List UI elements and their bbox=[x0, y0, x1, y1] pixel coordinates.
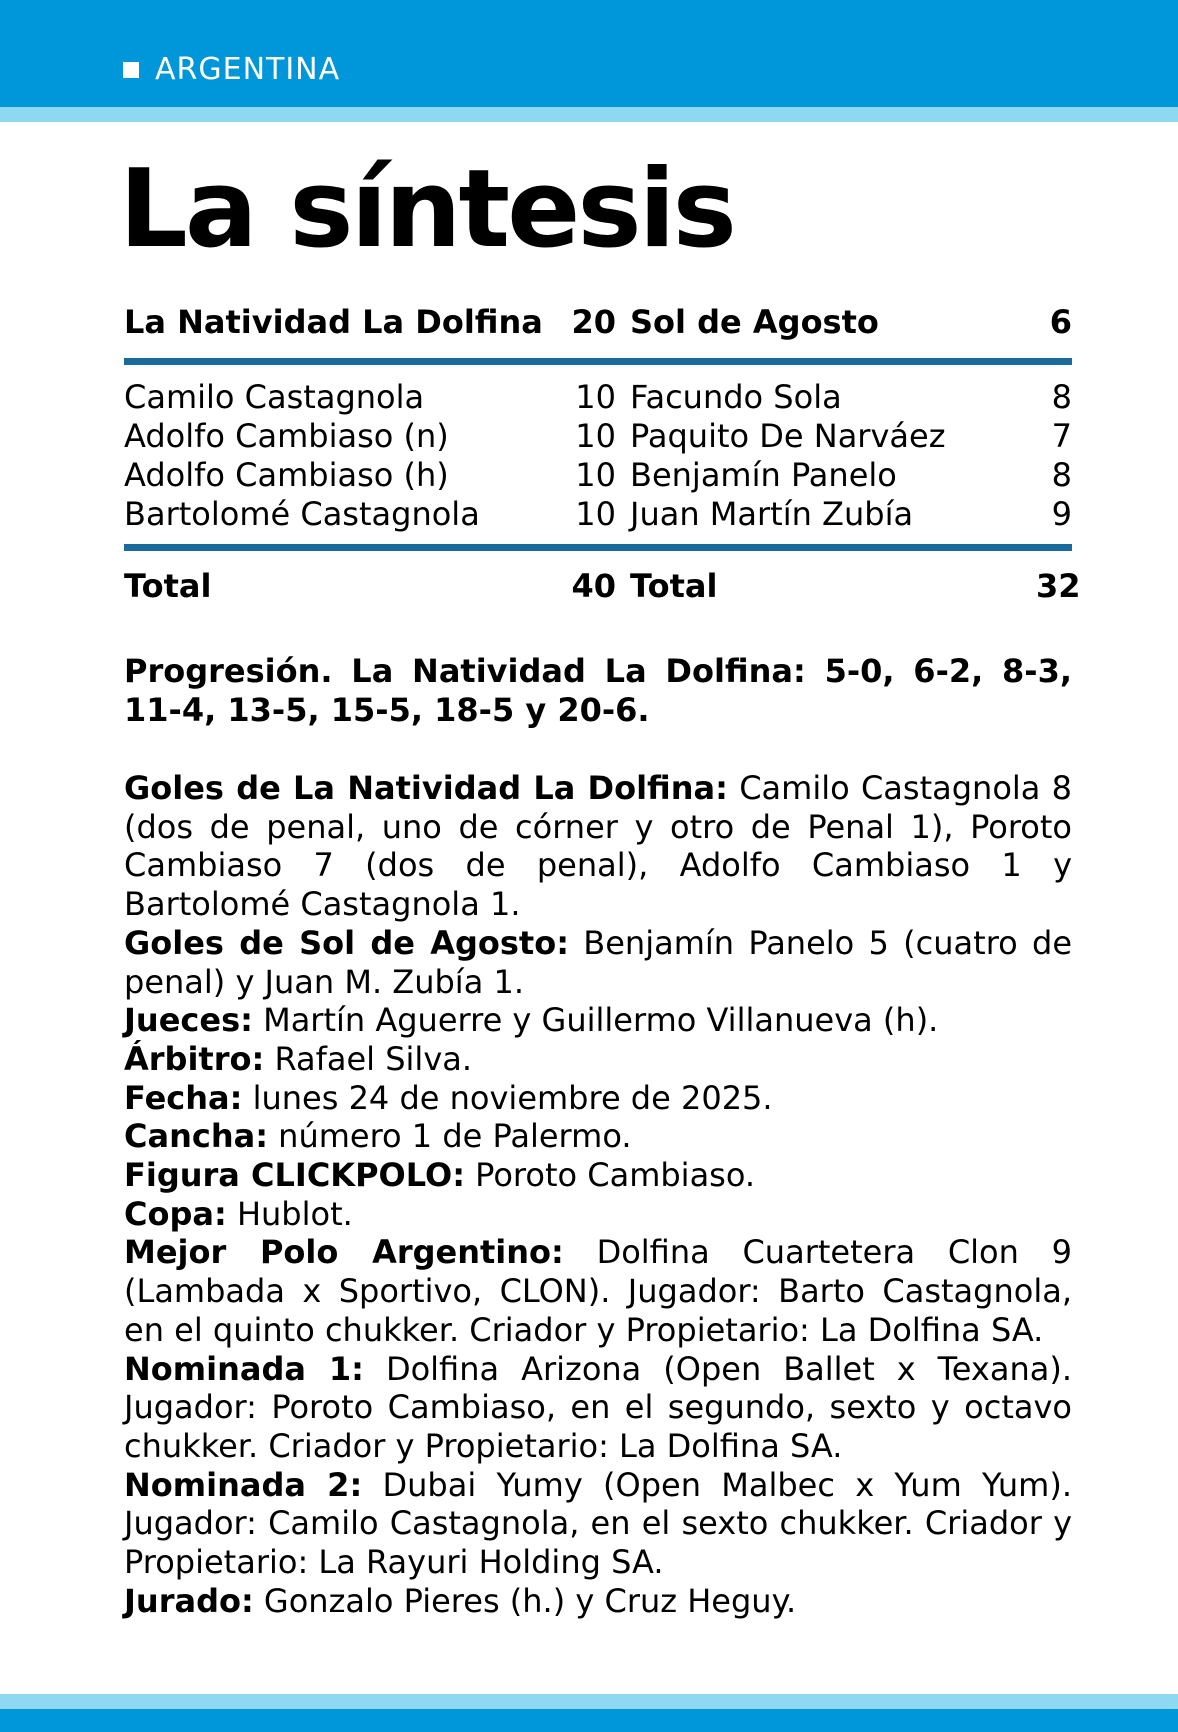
home-total-value: 40 bbox=[571, 567, 616, 605]
divider bbox=[124, 358, 1072, 365]
detail-label: Copa: bbox=[124, 1194, 227, 1233]
home-player-name: Bartolomé Castagnola bbox=[124, 495, 480, 533]
away-total-label: Total bbox=[630, 567, 718, 605]
detail-text: Hublot. bbox=[226, 1194, 353, 1233]
home-player-handicap: 10 bbox=[575, 495, 616, 533]
detail-text: Gonzalo Pieres (h.) y Cruz Heguy. bbox=[253, 1581, 797, 1620]
progression-text: Progresión. La Natividad La Dolfina: 5-0, 6-2, 8-3, 11-4, 13-5, 15-5, 18-5 y 20-6. bbox=[124, 652, 1072, 729]
home-player-name: Adolfo Cambiaso (n) bbox=[124, 417, 449, 455]
detail-text: número 1 de Palermo. bbox=[268, 1117, 632, 1156]
detail-paragraph bbox=[124, 1582, 1072, 1621]
away-team-score: 6 bbox=[1049, 303, 1072, 341]
away-player-handicap: 7 bbox=[1051, 417, 1072, 455]
detail-paragraph bbox=[124, 1156, 1072, 1195]
home-player-handicap: 10 bbox=[575, 417, 616, 455]
detail-paragraph bbox=[124, 1079, 1072, 1118]
detail-text: Rafael Silva. bbox=[264, 1039, 473, 1078]
detail-paragraph bbox=[124, 1001, 1072, 1040]
detail-text: Martín Aguerre y Guillermo Villanueva (h). bbox=[252, 1001, 939, 1040]
detail-paragraph bbox=[124, 1350, 1072, 1466]
home-team-name: La Natividad La Dolfina bbox=[124, 303, 543, 341]
score-table bbox=[124, 296, 1081, 612]
player-row bbox=[124, 495, 1072, 534]
detail-text: Dolfina Arizona (Open Ballet x Texana). Jugador: Poroto Cambiaso, en el segundo, sexto y octavo chukker. Criador y Propietario: La Dolfina SA. bbox=[124, 1349, 1073, 1465]
header-stripe bbox=[0, 107, 1178, 122]
away-player-name: Facundo Sola bbox=[630, 378, 842, 416]
detail-label: Goles de La Natividad La Dolfina: bbox=[124, 769, 728, 807]
detail-text: Benjamín Panelo 5 (cuatro de penal) y Juan M. Zubía 1. bbox=[124, 923, 1073, 1001]
player-row bbox=[124, 456, 1072, 495]
teams-row bbox=[124, 296, 1072, 348]
detail-label: Nominada 1: bbox=[124, 1349, 364, 1388]
section-label: ARGENTINA bbox=[155, 52, 341, 87]
away-team-name: Sol de Agosto bbox=[630, 303, 879, 341]
footer-stripe bbox=[0, 1694, 1178, 1709]
footer-bar bbox=[0, 1709, 1178, 1732]
home-player-handicap: 10 bbox=[575, 456, 616, 494]
home-player-name: Camilo Castagnola bbox=[124, 378, 425, 416]
away-player-name: Paquito De Narváez bbox=[630, 417, 946, 455]
away-total-value: 32 bbox=[1036, 567, 1081, 605]
away-player-name: Benjamín Panelo bbox=[630, 456, 897, 494]
totals-row bbox=[124, 560, 1081, 612]
away-player-handicap: 8 bbox=[1051, 456, 1072, 494]
detail-label: Fecha: bbox=[124, 1078, 243, 1117]
away-player-name: Juan Martín Zubía bbox=[630, 495, 914, 533]
away-player-handicap: 8 bbox=[1051, 378, 1072, 416]
home-player-handicap: 10 bbox=[575, 378, 616, 416]
section-tag bbox=[123, 52, 340, 88]
detail-label: Jueces: bbox=[124, 1001, 253, 1040]
detail-paragraph bbox=[124, 1195, 1072, 1234]
detail-label: Figura CLICKPOLO: bbox=[124, 1156, 465, 1195]
detail-paragraph bbox=[124, 1466, 1072, 1582]
detail-label: Goles de Sol de Agosto: bbox=[124, 923, 569, 962]
detail-paragraph bbox=[124, 924, 1072, 1001]
home-total-label: Total bbox=[124, 567, 212, 605]
page-title: La síntesis bbox=[119, 147, 734, 272]
detail-paragraph bbox=[124, 1040, 1072, 1079]
detail-text: Dolfina Cuartetera Clon 9 (Lambada x Sportivo, CLON). Jugador: Barto Castagnola, en el quinto chukker. Criador y Propietario: La Dolfina SA. bbox=[124, 1233, 1073, 1349]
detail-paragraph bbox=[124, 1117, 1072, 1156]
detail-label: Jurado: bbox=[124, 1581, 254, 1620]
detail-label: Cancha: bbox=[124, 1117, 268, 1156]
detail-text: Poroto Cambiaso. bbox=[465, 1156, 756, 1195]
away-player-handicap: 9 bbox=[1051, 495, 1072, 533]
detail-text: Dubai Yumy (Open Malbec x Yum Yum). Jugador: Camilo Castagnola, en el sexto chukker. Criador y Propietario: La Rayuri Holding SA. bbox=[124, 1465, 1073, 1582]
detail-label: Nominada 2: bbox=[124, 1465, 363, 1504]
player-row bbox=[124, 378, 1072, 417]
detail-paragraph bbox=[124, 1233, 1072, 1349]
home-team-score: 20 bbox=[571, 303, 616, 341]
detail-paragraph bbox=[124, 769, 1072, 924]
player-row bbox=[124, 417, 1072, 456]
divider bbox=[124, 544, 1072, 551]
detail-label: Mejor Polo Argentino: bbox=[124, 1233, 564, 1272]
home-player-name: Adolfo Cambiaso (h) bbox=[124, 456, 449, 494]
detail-text: lunes 24 de noviembre de 2025. bbox=[242, 1078, 773, 1117]
detail-label: Árbitro: bbox=[124, 1039, 265, 1078]
detail-text: Camilo Castagnola 8 (dos de penal, uno de córner y otro de Penal 1), Poroto Cambiaso 7 (dos de penal), Adolfo Cambiaso 1 y Bartolomé Castagnola 1. bbox=[124, 769, 1073, 924]
match-details bbox=[124, 769, 1072, 1620]
square-bullet-icon bbox=[123, 62, 139, 78]
